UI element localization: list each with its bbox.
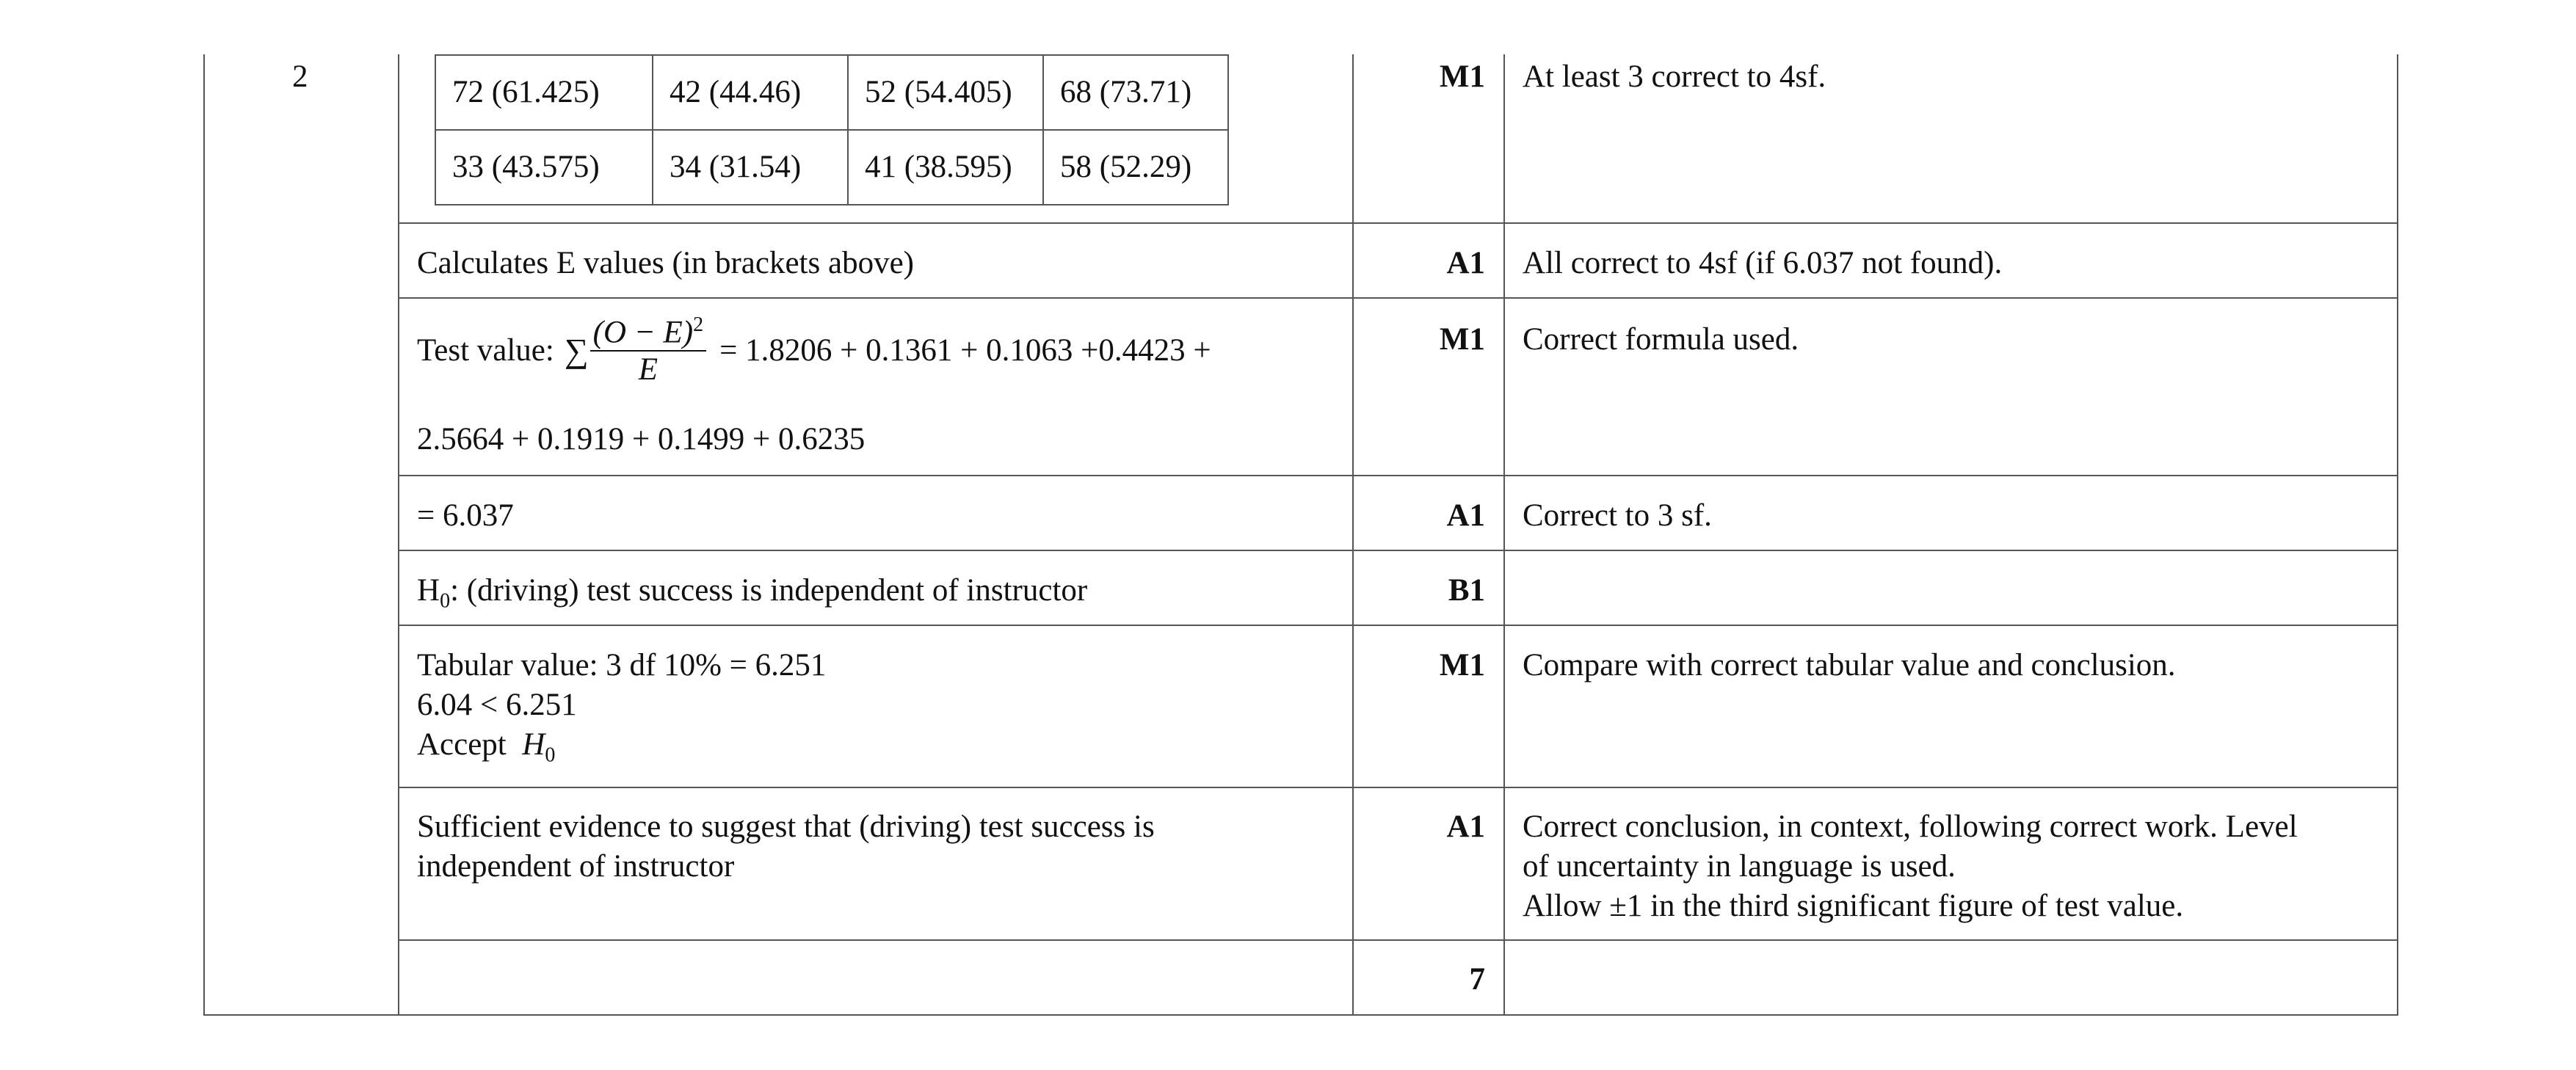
table-cell: 72 (61.425) — [435, 55, 653, 130]
test-value-sum: = 1.8206 + 0.1361 + 0.1063 +0.4423 + — [719, 333, 1211, 368]
answer-text: Tabular value: 3 df 10% = 6.251 — [417, 648, 827, 683]
mark: A1 — [1446, 246, 1485, 280]
answer-text: Calculates E values (in brackets above) — [417, 246, 914, 280]
guidance-text: Compare with correct tabular value and conclusion. — [1523, 648, 2176, 683]
mark: A1 — [1446, 498, 1485, 533]
row-divider — [398, 625, 2398, 626]
total-mark: 7 — [1469, 962, 1485, 997]
answer-text: independent of instructor — [417, 849, 735, 884]
column-divider-guidance — [1503, 54, 1505, 1016]
mark: B1 — [1448, 573, 1485, 608]
guidance-text: Allow ±1 in the third significant figure of test value. — [1523, 889, 2184, 923]
answer-text: Sufficient evidence to suggest that (driving) test success is — [417, 809, 1155, 844]
table-border-left — [203, 54, 205, 1016]
table-cell: 33 (43.575) — [435, 130, 653, 205]
guidance-text: of uncertainty in language is used. — [1523, 849, 1956, 884]
column-divider-mark — [1352, 54, 1354, 1016]
table-border-bottom — [203, 1014, 2398, 1016]
table-cell: 42 (44.46) — [653, 55, 848, 130]
column-divider-answer — [398, 54, 399, 1016]
mark: A1 — [1446, 809, 1485, 844]
fraction-denominator: E — [638, 352, 658, 387]
table-border-right — [2397, 54, 2398, 1016]
observed-expected-table — [435, 54, 1229, 205]
row-divider — [398, 297, 2398, 299]
table-cell: 68 (73.71) — [1043, 55, 1228, 130]
guidance-text: Correct to 3 sf. — [1523, 498, 1712, 533]
table-cell: 41 (38.595) — [848, 130, 1043, 205]
mark: M1 — [1439, 648, 1485, 683]
guidance-text: Correct conclusion, in context, following correct work. Level — [1523, 809, 2298, 844]
answer-text: 6.04 < 6.251 — [417, 688, 577, 722]
answer-text: 2.5664 + 0.1919 + 0.1499 + 0.6235 — [417, 422, 866, 456]
row-divider — [398, 787, 2398, 788]
row-divider — [398, 939, 2398, 941]
null-hypothesis: $H_0$: (driving) test success is independent of instructor — [417, 573, 1088, 613]
guidance-text: All correct to 4sf (if 6.037 not found). — [1523, 246, 2003, 280]
mark: M1 — [1439, 59, 1485, 94]
test-value-formula — [417, 314, 1211, 387]
fraction-numerator: $(O - E)^2$ — [590, 314, 706, 352]
table-row — [435, 130, 1228, 205]
table-cell: 58 (52.29) — [1043, 130, 1228, 205]
accept-hypothesis: Accept $H_0$ — [417, 727, 556, 767]
table-row — [435, 55, 1228, 130]
fraction — [590, 314, 706, 387]
guidance-text: At least 3 correct to 4sf. — [1523, 59, 1826, 94]
exponent: 2 — [693, 313, 704, 336]
row-divider — [398, 475, 2398, 476]
question-number: 2 — [292, 59, 308, 94]
row-divider — [398, 550, 2398, 551]
table-cell: 52 (54.405) — [848, 55, 1043, 130]
mark: M1 — [1439, 322, 1485, 357]
test-value-label: Test value: — [417, 333, 554, 368]
table-cell: 34 (31.54) — [653, 130, 848, 205]
row-divider — [398, 222, 2398, 224]
guidance-text: Correct formula used. — [1523, 322, 1799, 357]
answer-text: = 6.037 — [417, 498, 514, 533]
sigma-symbol: ∑ — [564, 332, 589, 370]
